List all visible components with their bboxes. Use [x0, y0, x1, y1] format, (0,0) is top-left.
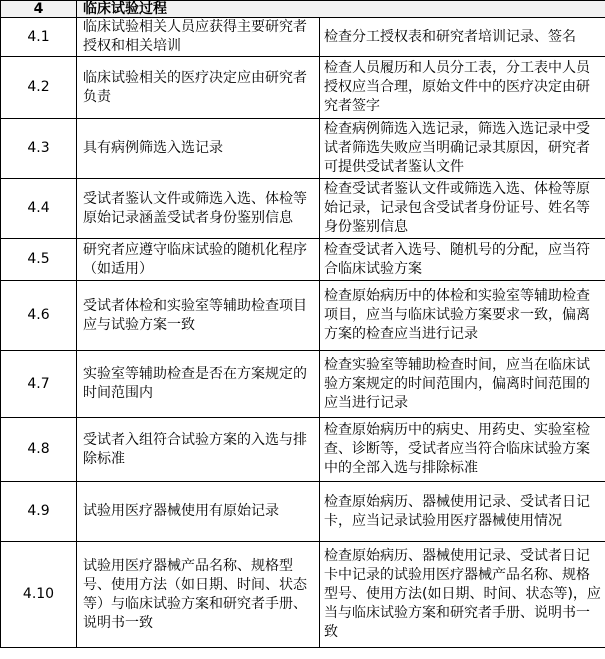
method-cell: 检查分工授权表和研究者培训记录、签名: [320, 18, 605, 57]
table-row: [1, 281, 605, 351]
table-row: [1, 18, 605, 57]
requirement-cell: 受试者鉴认文件或筛选入选、体检等原始记录涵盖受试者身份鉴别信息: [77, 179, 320, 239]
item-number: 4.4: [1, 179, 77, 239]
requirement-cell: 受试者体检和实验室等辅助检查项目应与试验方案一致: [77, 281, 320, 351]
method-cell: 检查原始病历、器械使用记录、受试者日记卡中记录的试验用医疗器械产品名称、规格型号、使用方法(如日期、时间、状态等)，应当与临床试验方案和研究者手册、说明书一致: [320, 542, 605, 648]
table-row: [1, 351, 605, 418]
requirement-cell: 具有病例筛选入选记录: [77, 119, 320, 179]
method-cell: 检查病例筛选入选记录，筛选入选记录中受试者筛选失败应当明确记录其原因，研究者可提供受试者鉴认文件: [320, 119, 605, 179]
item-number: 4.8: [1, 418, 77, 482]
item-number: 4.5: [1, 239, 77, 281]
item-number: 4.1: [1, 18, 77, 57]
item-number: 4.7: [1, 351, 77, 418]
method-cell: 检查原始病历中的体检和实验室等辅助检查项目，应当与临床试验方案要求一致，偏离方案的检查应当进行记录: [320, 281, 605, 351]
requirement-cell: 受试者入组符合试验方案的入选与排除标准: [77, 418, 320, 482]
table-row: [1, 179, 605, 239]
table-row: [1, 57, 605, 119]
requirement-cell: 试验用医疗器械使用有原始记录: [77, 482, 320, 542]
requirement-cell: 实验室等辅助检查是否在方案规定的时间范围内: [77, 351, 320, 418]
method-cell: 检查受试者入选号、随机号的分配，应当符合临床试验方案: [320, 239, 605, 281]
method-cell: 检查实验室等辅助检查时间，应当在临床试验方案规定的时间范围内，偏离时间范围的应当进行记录: [320, 351, 605, 418]
method-cell: 检查原始病历、器械使用记录、受试者日记卡，应当记录试验用医疗器械使用情况: [320, 482, 605, 542]
item-number: 4.10: [1, 542, 77, 648]
item-number: 4.6: [1, 281, 77, 351]
table-row: [1, 418, 605, 482]
table-row: [1, 542, 605, 648]
requirement-cell: 试验用医疗器械产品名称、规格型号、使用方法（如日期、时间、状态等）与临床试验方案和研究者手册、说明书一致: [77, 542, 320, 648]
item-number: 4.3: [1, 119, 77, 179]
requirement-cell: 研究者应遵守临床试验的随机化程序（如适用）: [77, 239, 320, 281]
item-number: 4.2: [1, 57, 77, 119]
method-cell: 检查原始病历中的病史、用药史、实验室检查、诊断等，受试者应当符合临床试验方案中的全部入选与排除标准: [320, 418, 605, 482]
method-cell: 检查受试者鉴认文件或筛选入选、体检等原始记录，记录包含受试者身份证号、姓名等身份鉴别信息: [320, 179, 605, 239]
section-header-row: [1, 1, 605, 18]
section-number: 4: [1, 1, 77, 18]
table-row: [1, 239, 605, 281]
requirement-cell: 临床试验相关人员应获得主要研究者授权和相关培训: [77, 18, 320, 57]
method-cell: 检查人员履历和人员分工表，分工表中人员授权应当合理，原始文件中的医疗决定由研究者签字: [320, 57, 605, 119]
table-row: [1, 119, 605, 179]
table-row: [1, 482, 605, 542]
section-title: 临床试验过程: [77, 1, 605, 18]
requirement-cell: 临床试验相关的医疗决定应由研究者负责: [77, 57, 320, 119]
item-number: 4.9: [1, 482, 77, 542]
